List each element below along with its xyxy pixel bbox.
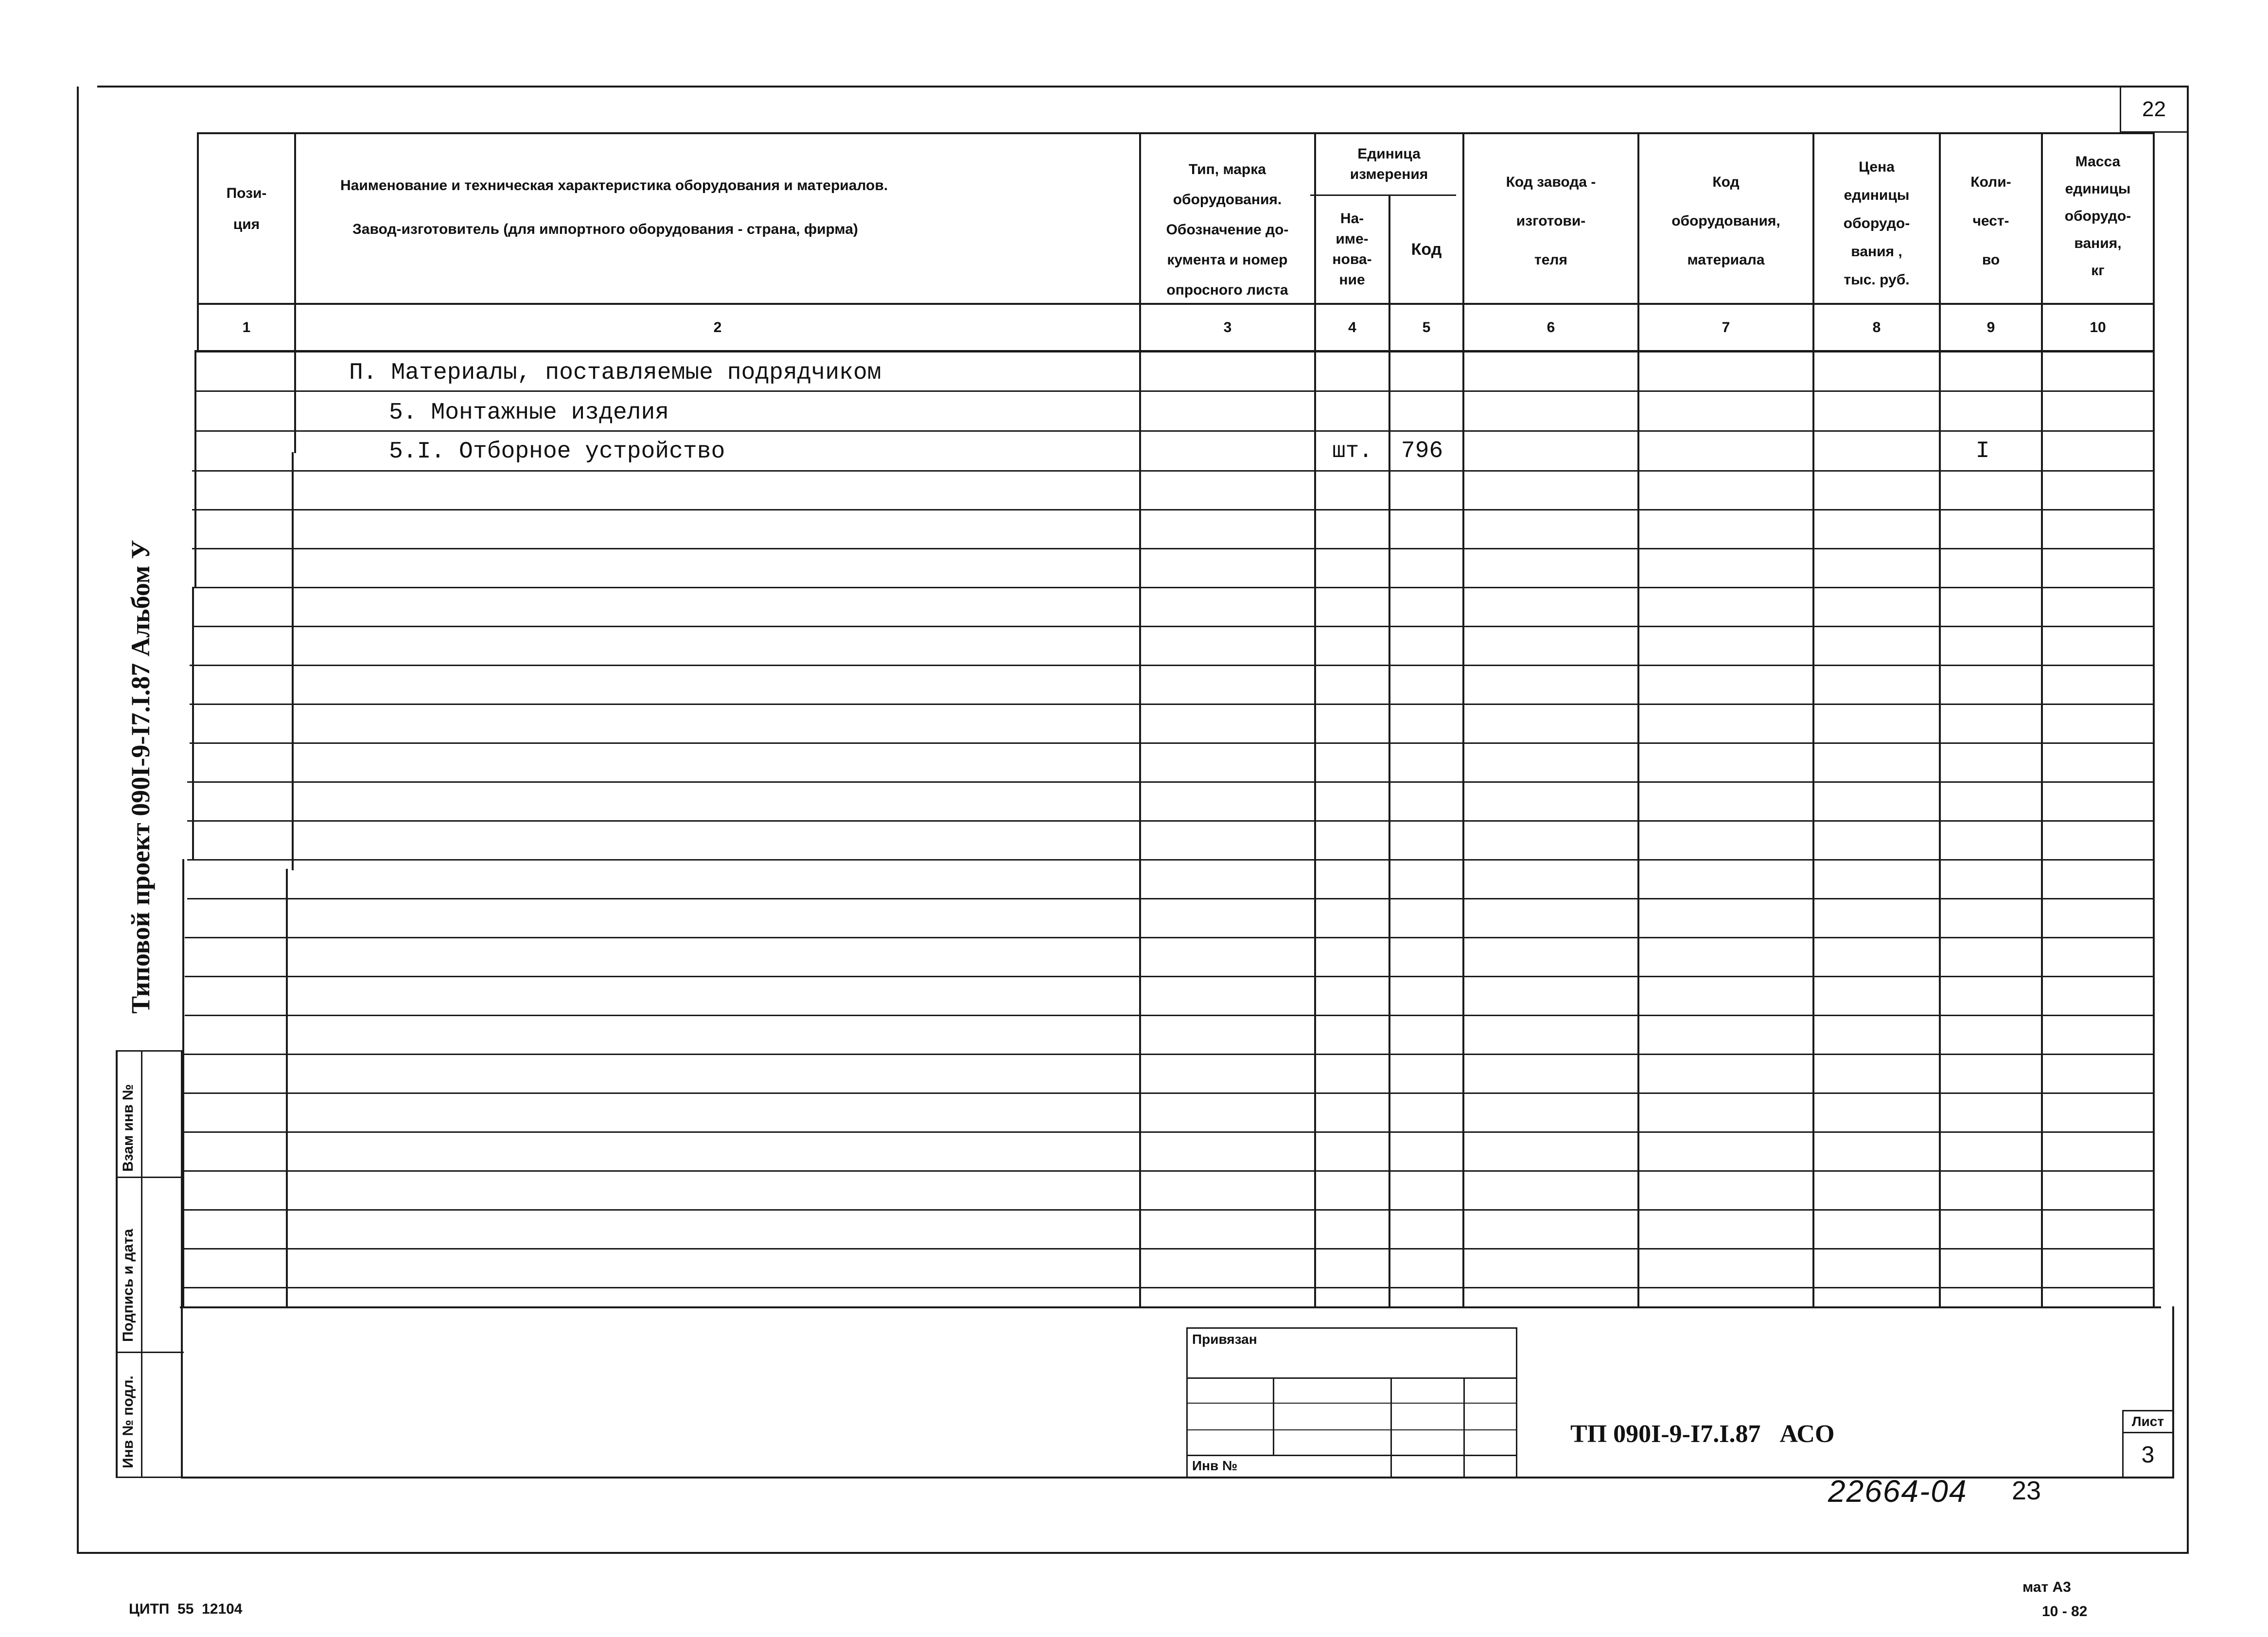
row-1-name: П. Материалы, поставляемые подрядчиком [349, 360, 881, 386]
frame-top [97, 86, 2188, 88]
row-3-unit: шт. [1332, 438, 1372, 464]
column-number-7: 7 [1722, 319, 1730, 335]
stamp-inv-podl: Инв № подл. [120, 1375, 136, 1468]
column-number-9: 9 [1987, 319, 1995, 335]
column-number-1: 1 [242, 319, 251, 335]
sheet-number-top: 22 [2142, 97, 2166, 121]
frame-right [2187, 86, 2189, 1554]
inv-no-label: Инв № [1192, 1458, 1238, 1473]
frame-left [77, 87, 79, 1554]
column-number-3: 3 [1223, 319, 1232, 335]
column-number-10: 10 [2090, 319, 2106, 335]
header-unit-group: Единица измерения [1350, 145, 1428, 182]
row-3-name: 5.I. Отборное устройство [389, 439, 725, 465]
printer-code: ЦИТП 55 12104 [129, 1601, 243, 1617]
privyazan-label: Привязан [1192, 1332, 1257, 1347]
header-col-2-line-1: Наименование и техническая характеристика оборудования и материалов. [340, 177, 888, 194]
document-code: ТП 090I-9-I7.I.87 АСО [1570, 1420, 1835, 1448]
header-col-3: Тип, марка оборудования. Обозначение до- кумента и номер опросного листа [1166, 161, 1289, 298]
column-number-8: 8 [1872, 319, 1881, 335]
column-number-5: 5 [1422, 319, 1431, 335]
stamp-podpis-data: Подпись и дата [120, 1229, 136, 1342]
page-number: 23 [2012, 1476, 2041, 1505]
column-number-6: 6 [1547, 319, 1555, 335]
header-col-5: Код [1411, 240, 1442, 259]
header-col-6: Код завода - изготови- теля [1506, 174, 1596, 268]
sheet-label: Лист [2131, 1414, 2164, 1429]
side-title: Типовой проект 090I-9-I7.I.87 Альбом У [126, 540, 155, 1014]
header-col-9: Коли- чест- во [1970, 174, 2011, 268]
stamp-vzam-inv: Взам инв № [120, 1084, 136, 1172]
column-number-4: 4 [1348, 319, 1356, 335]
header-col-1: Пози- ция [226, 185, 267, 232]
header-col-7: Код оборудования, материала [1671, 174, 1780, 268]
header-col-2-line-2: Завод-изготовитель (для импортного оборудования - страна, фирма) [352, 221, 858, 237]
table-bottom-line [180, 1306, 2161, 1308]
frame-bottom [77, 1552, 2189, 1554]
unit-group-divider [1310, 194, 1456, 196]
row-3-code: 796 [1401, 438, 1443, 464]
column-number-2: 2 [713, 319, 722, 335]
row-3-qty: I [1975, 438, 1990, 464]
sheet-number: 3 [2141, 1442, 2155, 1468]
format-date: 10 - 82 [2042, 1603, 2088, 1619]
handwritten-number: 22664-04 [1828, 1474, 1968, 1509]
table-top-line [197, 132, 2154, 134]
format-label: мат А3 [2022, 1579, 2071, 1595]
header-col-8: Цена единицы оборудо- вания , тыс. руб. [1843, 159, 1910, 288]
row-2-name: 5. Монтажные изделия [389, 400, 669, 426]
header-col-10: Масса единицы оборудо- вания, кг [2064, 154, 2131, 279]
header-col-4: На- име- нова- ние [1332, 210, 1372, 288]
